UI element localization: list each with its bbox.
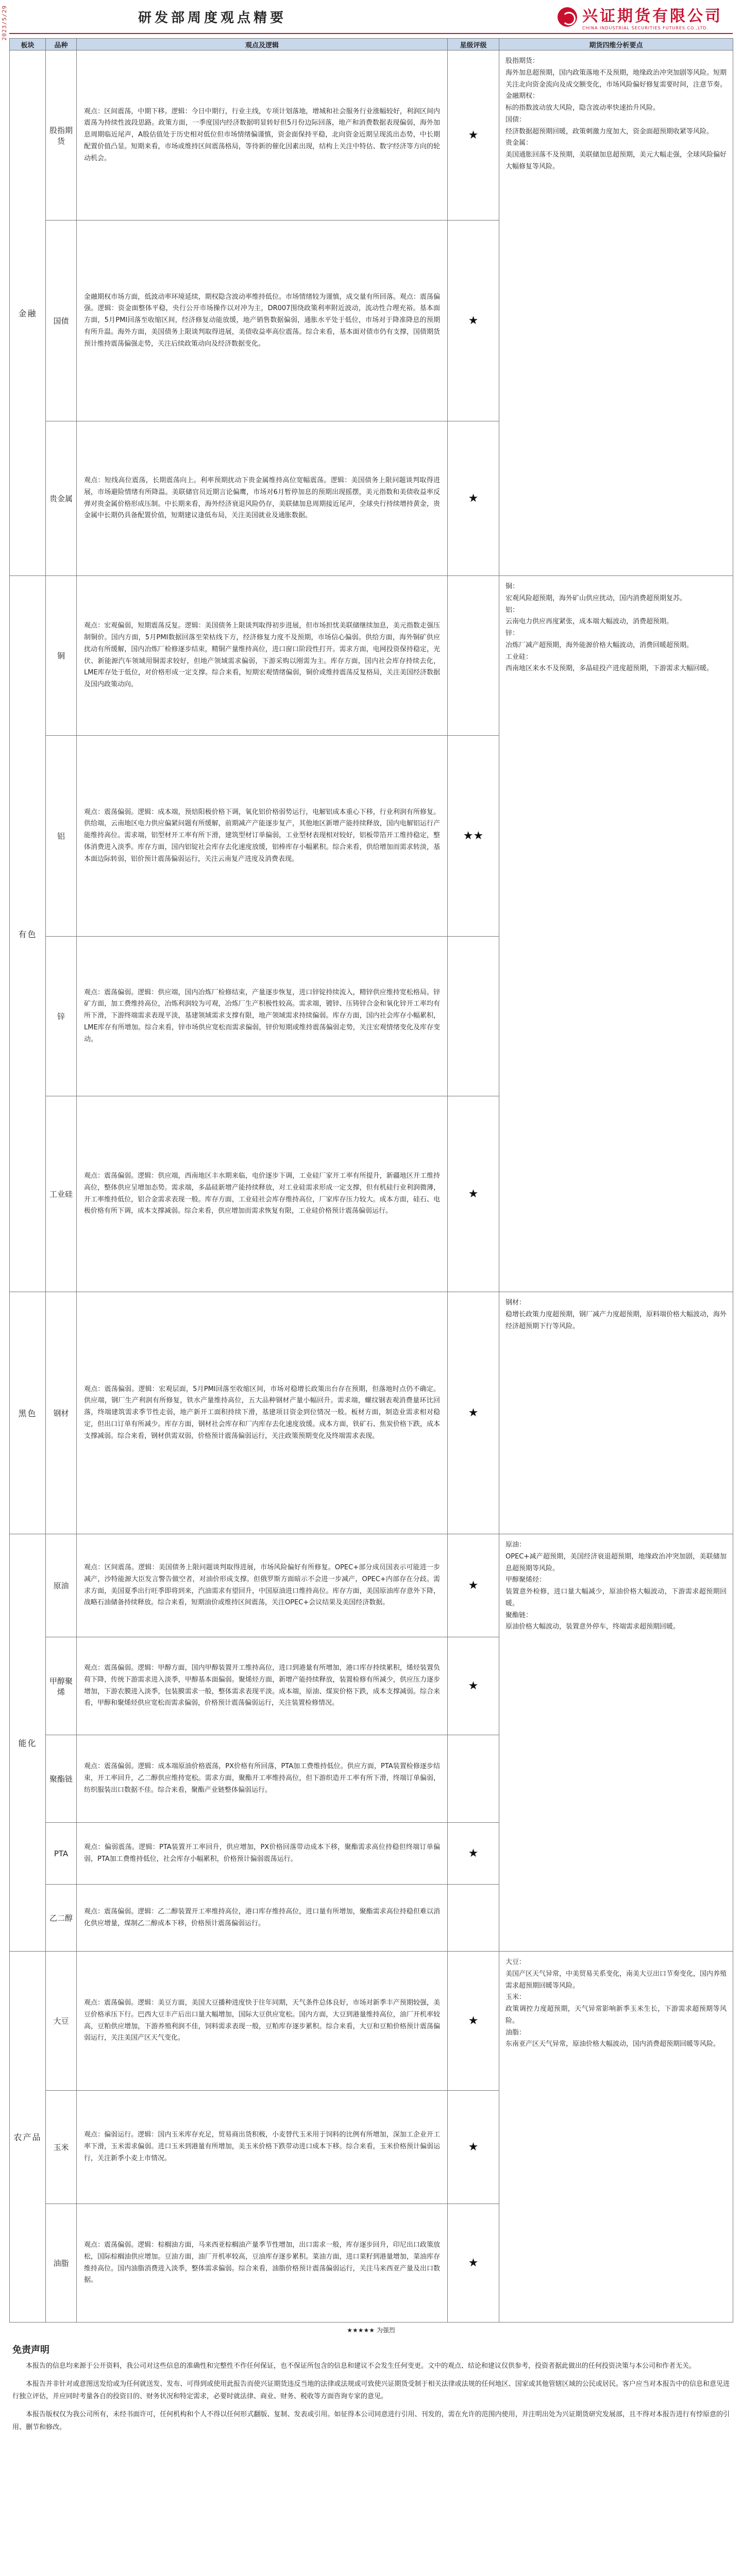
- analysis-line: 聚酯链：: [505, 1611, 533, 1619]
- analysis-line: 经济数据超预期回暖，政策刺激力度加大，资金面超预期收紧等风险。: [505, 127, 714, 135]
- analysis-line: 油脂：: [505, 2028, 526, 2037]
- views-table: [9, 38, 733, 2323]
- logic-cell: 观点：震荡偏弱。逻辑：供应端，西南地区丰水期来临，电价逐步下调，工业硅厂家开工率有所提升，新疆地区开工维持高位，整体供应呈增加态势。需求端，多晶硅新增产能持续释放，对工业硅需求形成一定支撑，但有机硅行业利润微薄，开工率维持低位，铝合金需求表现一般。库存方面，工业硅社会库存维持高位，厂家库存压力较大。成本方面，硅石、电极价格有所下调，成本支撑减弱。综合来看，供应增加而需求恢复有限，工业硅价格预计震荡偏弱运行。: [77, 1096, 448, 1292]
- sector-cell: 黑色: [10, 1292, 46, 1534]
- logic-cell: 观点：短线高位震荡，长期震荡向上。利率预期扰动下贵金属维持高位宽幅震荡。逻辑：美国债务上限问题谈判取得进展，市场避险情绪有所降温。美联储官员近期言论偏鹰，市场对6月暂停加息的预期出现摇摆，美元指数和美债收益率反弹对贵金属价格形成压制。中长期来看，海外经济衰退风险仍存，美联储加息周期接近尾声，全球央行持续增持黄金，贵金属中长期仍具备配置价值，短期建议逢低布局，关注美国就业及通胀数据。: [77, 421, 448, 576]
- rating-cell: ★: [448, 2204, 499, 2323]
- table-row: [10, 50, 733, 221]
- disclaimer-section: [9, 2337, 733, 2444]
- sector-cell: 金融: [10, 50, 46, 576]
- rating-cell: ★: [448, 1534, 499, 1637]
- disclaimer-paragraph: 本报告的信息均来源于公开资料，我公司对这些信息的准确性和完整性不作任何保证，也不保证所包含的信息和建议不会发生任何变更。文中的观点、结论和建议仅供参考，投资者据此做出的任何投资决策与本公司和作者无关。: [26, 2362, 696, 2370]
- company-logo: [558, 3, 722, 30]
- product-cell: 钢材: [46, 1292, 77, 1534]
- table-row: [10, 1952, 733, 2091]
- rating-cell: ★: [448, 2091, 499, 2204]
- analysis-line: OPEC+减产超预期，美国经济衰退超预期，地缘政治冲突加剧，美联储加息超预期等风险。: [505, 1552, 727, 1572]
- header-logic: 观点及逻辑: [77, 39, 448, 50]
- product-cell: 乙二醇: [46, 1885, 77, 1952]
- disclaimer-title: 免责声明: [12, 2345, 49, 2355]
- logic-cell: 观点：区间震荡。逻辑：美国债务上限问题谈判取得进展，市场风险偏好有所修复。OPEC+部分成员国表示可能进一步减产，沙特能源大臣发言警告做空者，对油价形成支撑。但俄罗斯方面暗示不会进一步减产，OPEC+内部存在分歧。需求方面，美国夏季出行旺季即将到来，汽油需求有望回升，中国原油进口维持高位。库存方面，美国原油库存意外下降，战略石油储备持续释放。综合来看，短期油价或维持区间震荡，关注OPEC+会议结果及美国经济数据。: [77, 1534, 448, 1637]
- logic-cell: 观点：震荡偏弱。逻辑：成本端原油价格震荡，PX价格有所回落，PTA加工费维持低位。供应方面，PTA装置检修逐步结束，开工率回升，乙二醇供应维持宽松。需求方面，聚酯开工率维持高位，但下游织造开工率有所下滑，终端订单偏弱，纺织服装出口数据不佳。综合来看，聚酯产业链整体偏弱运行。: [77, 1735, 448, 1823]
- analysis-line: 冶炼厂减产超预期，海外能源价格大幅波动，消费回暖超预期。: [505, 641, 694, 649]
- sector-cell: 农产品: [10, 1952, 46, 2323]
- logic-cell: 金融期权市场方面，低波动率环境延续，期权隐含波动率维持低位。市场情绪较为谨慎，成交量有所回落。观点：震荡偏强。逻辑：资金面整体平稳，央行公开市场操作以对冲为主，DR007围绕政策利率附近波动，流动性合理充裕。基本面方面，5月PMI回落至收缩区间，经济修复动能放缓，地产销售数据偏弱，通胀水平处于低位，市场对于降准降息的预期有所升温。海外方面，美国债务上限谈判取得进展，美债收益率高位震荡。综合来看，基本面对债市仍有支撑，国债期货预计维持震荡偏强走势，关注后续政策动向及经济数据变化。: [77, 221, 448, 421]
- analysis-line: 锌：: [505, 630, 519, 637]
- analysis-cell: [499, 50, 733, 576]
- logic-cell: 观点：震荡偏弱。逻辑：成本端，预焙阳极价格下调，氧化铝价格弱势运行，电解铝成本重心下移，行业利润有所修复。供给端，云南地区电力供应偏紧问题有所缓解，前期减产产能逐步复产，其他地区新增产能持续释放，国内电解铝运行产能维持高位。需求端，铝型材开工率有所下滑，建筑型材订单偏弱，工业型材表现相对较好，铝板带箔开工维持稳定，整体消费进入淡季。库存方面，国内铝锭社会库存去化速度放缓，铝棒库存小幅累积。综合来看，供给增加而需求转淡，基本面边际转弱，铝价预计震荡偏弱运行，关注云南复产进度及消费表现。: [77, 736, 448, 937]
- logic-cell: 观点：震荡偏弱。逻辑：宏观层面，5月PMI回落至收缩区间，市场对稳增长政策出台存在预期，但落地时点仍不确定。供应端，钢厂生产利润有所修复，铁水产量维持高位，五大品种钢材产量小幅回升。需求端，螺纹钢表观消费量环比回落，终端建筑需求季节性走弱，地产新开工面积持续下滑，基建项目资金到位情况一般。板材方面，制造业需求相对稳定，但出口订单有所减少。库存方面，钢材社会库存和厂内库存去化速度放缓。成本方面，铁矿石、焦炭价格下跌，成本支撑减弱。综合来看，钢材供需双弱，价格预计震荡偏弱运行，关注政策预期变化及终端需求表现。: [77, 1292, 448, 1534]
- product-cell: 铜: [46, 576, 77, 736]
- product-cell: 国债: [46, 221, 77, 421]
- logic-cell: 观点：震荡偏弱。逻辑：甲醇方面，国内甲醇装置开工维持高位，进口到港量有所增加，港口库存持续累积，烯烃装置负荷下降，传统下游需求进入淡季，甲醇基本面偏弱。聚烯烃方面，新增产能持续释放，装置检修有所减少，供应压力逐步增加，下游农膜进入淡季，包装膜需求一般，整体需求表现平淡。成本端，原油、煤炭价格下跌，成本支撑减弱。综合来看，甲醇和聚烯烃供应宽松而需求偏弱，价格预计震荡偏弱运行，关注装置检修情况。: [77, 1637, 448, 1735]
- header-sector: 板块: [10, 39, 46, 50]
- company-name-en: CHINA INDUSTRIAL SECURITIES FUTURES CO.,LTD.: [582, 26, 709, 30]
- header-analysis: 期货四维分析要点: [499, 39, 733, 50]
- logic-cell: 观点：偏弱运行。逻辑：国内玉米库存充足，贸易商出货积极，小麦替代玉米用于饲料的比例有所增加，深加工企业开工率下滑，玉米需求偏弱。进口玉米到港量有所增加，美玉米价格下跌带动进口成本下移。综合来看，玉米价格预计偏弱运行，关注新季小麦上市情况。: [77, 2091, 448, 2204]
- product-cell: 工业硅: [46, 1096, 77, 1292]
- header-rating: 星级评级: [448, 39, 499, 50]
- analysis-line: 东南亚产区天气异常，原油价格大幅波动，国内消费超预期回暖等风险。: [505, 2040, 720, 2048]
- product-cell: 锌: [46, 937, 77, 1096]
- analysis-line: 装置意外检修，进口量大幅减少，原油价格大幅波动，下游需求超预期回暖。: [505, 1588, 727, 1607]
- table-row: [10, 1534, 733, 1637]
- rating-cell: ★: [448, 1952, 499, 2091]
- sector-cell: 有色: [10, 576, 46, 1292]
- logic-cell: 观点：区间震荡，中期下移。逻辑：今日中期行，行业主线，专项计划落地，增城和社会服务行业涨幅较好，利润区间内震荡为持续性波段思路。政策方面，一季度国内经济数据明显转好但5月份边际回落，地产和消费数据表现偏弱，海外加息周期临近尾声，A股估值处于历史相对低位但市场情绪偏谨慎，资金面保持平稳，北向资金近期呈现流出态势，中长期配置价值凸显。短期来看，市场或维持区间震荡格局，等待新的催化因素出现，结构上关注中特估、数字经济等方向的轮动机会。: [77, 50, 448, 221]
- header-divider: [9, 33, 733, 34]
- analysis-line: 铜：: [505, 583, 519, 590]
- rating-cell: [448, 1735, 499, 1823]
- product-cell: 油脂: [46, 2204, 77, 2323]
- disclaimer-paragraph: 本报告并非针对或意图送发给或为任何就送发、发布、可得到或使用此报告而使兴证期货违反当地的法律或法规或可致使兴证期货受制于相关法律或法规的任何地区、国家或其他管辖区域的公民或居民。客户应当对本报告中的信息和意见进行独立评估，并应同时考量各自的投资目的、财务状况和特定需求，必要时就法律、商业、财务、税收等方面咨询专家的意见。: [12, 2380, 730, 2401]
- logic-cell: 观点：宏观偏弱，短期震荡反复。逻辑：美国债务上限谈判取得初步进展，但市场担忧美联储继续加息，美元指数走强压制铜价。国内方面，5月PMI数据回落至荣枯线下方，经济修复力度不及预期，市场信心偏弱。供给方面，海外铜矿供应扰动有所缓解，国内冶炼厂检修逐步结束，精铜产量维持高位，进口窗口阶段性打开。需求方面，电网投资保持稳定，光伏、新能源汽车领域用铜需求较好，但地产领域需求偏弱，下游采购以刚需为主。库存方面，国内社会库存持续去化，LME库存处于低位，对价格形成一定支撑。综合来看，短期宏观情绪偏弱，铜价或维持震荡反复格局，关注美国经济数据及国内政策动向。: [77, 576, 448, 736]
- page-title: 研发部周度观点精要: [138, 10, 287, 26]
- product-cell: 玉米: [46, 2091, 77, 2204]
- analysis-line: 海外加息超预期，国内政策落地不及预期，地缘政治冲突加剧等风险。短期关注北向资金流向及成交额变化，市场风险偏好修复需要时间，注意节奏。: [505, 69, 727, 89]
- analysis-line: 西南地区来水不及预期，多晶硅投产进度超预期，下游需求大幅回暖。: [505, 665, 714, 673]
- product-cell: 大豆: [46, 1952, 77, 2091]
- analysis-line: 云南电力供应再度紧张，成本端大幅波动，消费超预期。: [505, 618, 673, 626]
- analysis-line: 玉米：: [505, 1993, 526, 2002]
- logic-cell: 观点：偏弱震荡。逻辑：PTA装置开工率回升，供应增加，PX价格回落带动成本下移，聚酯需求高位持稳但终端订单偏弱，PTA加工费维持低位，社会库存小幅累积，价格预计偏弱震荡运行。: [77, 1823, 448, 1885]
- analysis-line: 大豆：: [505, 1958, 526, 1966]
- analysis-line: 美国通胀回落不及预期，美联储加息超预期，美元大幅走强，全球风险偏好大幅修复等风险。: [505, 151, 727, 171]
- analysis-line: 稳增长政策力度超预期，钢厂减产力度超预期，原料端价格大幅波动，海外经济超预期下行等风险。: [505, 1310, 727, 1330]
- product-cell: 股指期货: [46, 50, 77, 221]
- rating-cell: ★: [448, 421, 499, 576]
- analysis-line: 工业硅：: [505, 653, 533, 661]
- analysis-line: 铝：: [505, 606, 519, 614]
- product-cell: 聚酯链: [46, 1735, 77, 1823]
- analysis-line: 贵金属：: [505, 139, 533, 147]
- analysis-line: 标的指数波动放大风险，隐含波动率快速抬升风险。: [505, 104, 660, 112]
- logic-cell: 观点：震荡偏弱。逻辑：美豆方面，美国大豆播种进度快于往年同期，天气条件总体良好，市场对新季丰产预期较强，美豆价格承压下行。巴西大豆丰产后出口量大幅增加，国际大豆供应宽松。国内方面，大豆到港量维持高位，油厂开机率较高，豆粕供应增加，下游养殖利润不佳，饲料需求表现一般，豆粕库存逐步累积。综合来看，大豆和豆粕价格预计震荡偏弱运行，关注美国产区天气变化。: [77, 1952, 448, 2091]
- analysis-cell: [499, 1952, 733, 2323]
- rating-cell: ★: [448, 1096, 499, 1292]
- logic-cell: 观点：震荡偏弱。逻辑：乙二醇装置开工率维持高位，港口库存维持高位，进口量有所增加，聚酯需求高位持稳但难以消化供应增量，煤制乙二醇成本下移，价格预计震荡偏弱运行。: [77, 1885, 448, 1952]
- header-product: 品种: [46, 39, 77, 50]
- disclaimer-paragraph: 本报告版权仅为我公司所有，未经书面许可，任何机构和个人不得以任何形式翻版、复制、发表或引用。如征得本公司同意进行引用、刊发的，需在允许的范围内使用，并注明出处为兴证期货研究发展部，且不得对本报告进行有悖原意的引用、删节和修改。: [12, 2411, 730, 2431]
- company-name-cn: 兴证期货有限公司: [582, 7, 722, 25]
- analysis-line: 政策调控力度超预期，天气异常影响新季玉米生长，下游需求超预期等风险。: [505, 2005, 727, 2025]
- analysis-line: 原油价格大幅波动，装置意外停车，终端需求超预期回暖。: [505, 1623, 680, 1631]
- logic-cell: 观点：震荡偏弱。逻辑：供应端，国内冶炼厂检修结束，产量逐步恢复，进口锌锭持续流入，精锌供应维持宽松格局。锌矿方面，加工费维持高位，冶炼利润较为可观，冶炼厂生产积极性较高。需求端，镀锌、压铸锌合金和氧化锌开工率均有所下滑，下游终端需求表现平淡，基建领域需求支撑有限，地产领域需求持续偏弱。库存方面，国内社会库存小幅累积，LME库存有所增加。综合来看，锌市场供应宽松而需求偏弱，锌价短期或维持震荡偏弱走势，关注宏观情绪变化及库存变动。: [77, 937, 448, 1096]
- analysis-line: 国债：: [505, 115, 526, 124]
- rating-cell: ★: [448, 221, 499, 421]
- analysis-line: 金融期权：: [505, 92, 539, 100]
- rating-cell: ★: [448, 1637, 499, 1735]
- rating-cell: ★★: [448, 736, 499, 937]
- table-header-row: [10, 39, 733, 50]
- rating-cell: ★: [448, 1292, 499, 1534]
- analysis-line: 原油：: [505, 1541, 526, 1549]
- table-row: [10, 1292, 733, 1534]
- analysis-cell: [499, 576, 733, 1292]
- product-cell: 原油: [46, 1534, 77, 1637]
- rating-cell: [448, 576, 499, 736]
- report-page: [9, 0, 733, 2444]
- product-cell: 贵金属: [46, 421, 77, 576]
- rating-cell: ★: [448, 50, 499, 221]
- logic-cell: 观点：震荡偏弱。逻辑：棕榈油方面，马来西亚棕榈油产量季节性增加，出口需求一般，库存逐步回升，印尼出口政策放松，国际棕榈油供应增加。豆油方面，油厂开机率较高，豆油库存逐步累积。菜油方面，进口菜籽到港量增加，菜油库存维持高位。国内油脂消费进入淡季，整体需求偏弱。综合来看，油脂价格预计震荡偏弱运行，关注马来西亚产量及出口数据。: [77, 2204, 448, 2323]
- rating-cell: [448, 1885, 499, 1952]
- product-cell: 铝: [46, 736, 77, 937]
- analysis-cell: [499, 1534, 733, 1952]
- analysis-line: 钢材：: [505, 1299, 526, 1307]
- analysis-line: 甲醇聚烯烃：: [505, 1576, 546, 1584]
- company-logo-icon: [558, 7, 577, 27]
- product-cell: PTA: [46, 1823, 77, 1885]
- analysis-line: 股指期货：: [505, 57, 539, 65]
- product-cell: 甲醇聚烯: [46, 1637, 77, 1735]
- rating-cell: [448, 937, 499, 1096]
- report-header: [9, 0, 733, 31]
- analysis-line: 美国产区天气异常，中美贸易关系变化，南美大豆出口节奏变化，国内养殖需求超预期回暖等风险。: [505, 1970, 727, 1990]
- analysis-cell: [499, 1292, 733, 1534]
- rating-cell: ★: [448, 1823, 499, 1885]
- rating-legend: ★★★★★ 为强烈: [347, 2327, 395, 2334]
- analysis-line: 宏观风险超预期，海外矿山供应扰动，国内消费超预期复苏。: [505, 594, 687, 602]
- table-body: [10, 50, 733, 2323]
- table-row: [10, 576, 733, 736]
- sector-cell: 能化: [10, 1534, 46, 1952]
- report-date: 2023/5/29: [1, 5, 8, 41]
